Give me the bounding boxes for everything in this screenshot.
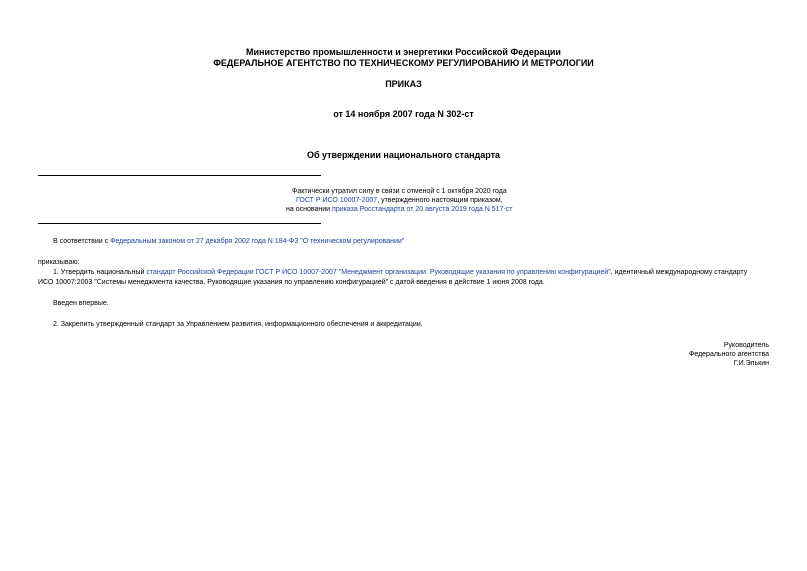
agency-title: ФЕДЕРАЛЬНОЕ АГЕНТСТВО ПО ТЕХНИЧЕСКОМУ РЕГУЛИРОВАНИЮ И МЕТРОЛОГИИ	[213, 58, 594, 68]
ministry-title: Министерство промышленности и энергетики Российской Федерации	[246, 47, 561, 57]
item-2: 2. Закрепить утвержденный стандарт за Управлением развития, информационного обеспечения и аккредитации.	[53, 321, 423, 328]
signature-name: Г.И.Элькин	[733, 360, 769, 367]
status-line-3	[286, 205, 532, 214]
basis-paragraph	[53, 237, 404, 246]
introduced-note: Введен впервые.	[53, 300, 109, 307]
document-subject: Об утверждении национального стандарта	[306, 150, 501, 160]
status-line-3-text: на основании	[286, 206, 333, 213]
federal-law-link[interactable]: Федеральным законом от 27 декабря 2002 года N 184-ФЗ "О техническом регулировании"	[110, 238, 405, 245]
status-line-1: Фактически утратил силу в связи с отменой с 1 октября 2020 года	[292, 188, 507, 195]
document-type: ПРИКАЗ	[385, 79, 422, 89]
status-note	[286, 187, 532, 214]
rosstandart-order-link[interactable]: приказа Росстандарта от 20 августа 2019 года N 517-ст	[332, 206, 513, 213]
status-line-2	[292, 196, 532, 205]
gost-link[interactable]: ГОСТ Р ИСО 10007-2007	[296, 197, 378, 204]
top-divider	[38, 175, 321, 176]
signature-block	[689, 341, 769, 368]
item-1	[53, 268, 747, 277]
item-1-suffix: , идентичный международному стандарту	[610, 269, 748, 276]
standard-link[interactable]: стандарт Российской Федерации ГОСТ Р ИСО 10007-2007 "Менеджмент организации. Руководящие указания по управлению конфигурацией"	[146, 269, 611, 276]
order-word: приказываю:	[38, 259, 80, 266]
item-1-prefix: 1. Утвердить национальный	[53, 269, 147, 276]
signature-position-2: Федерального агентства	[689, 351, 769, 358]
bottom-divider	[38, 223, 321, 224]
basis-text: В соответствии с	[53, 238, 111, 245]
item-1-line-2: ИСО 10007:2003 "Системы менеджмента качества. Руководящие указания по управлению конфигурацией" с датой введения в действие 1 июня 2008 года.	[38, 279, 545, 286]
status-line-2-text: , утвержденного настоящим приказом,	[377, 197, 503, 204]
signature-position-1: Руководитель	[723, 342, 769, 349]
document-date: от 14 ноября 2007 года N 302-ст	[333, 109, 474, 119]
